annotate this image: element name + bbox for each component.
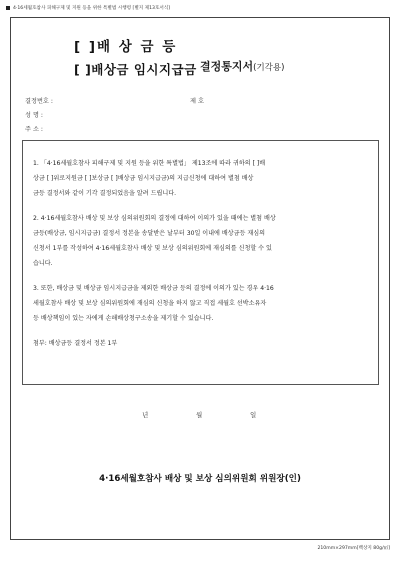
name-label: 성 명 : <box>25 112 43 119</box>
paragraph-1 <box>33 156 366 201</box>
notice-title-main: 결정통지서 <box>200 60 254 73</box>
date-year: 년 <box>142 411 149 419</box>
form-header-text: 4·16세월호참사 피해구제 및 지원 등을 위한 특별법 시행령 [별지 제13호서식] <box>13 6 171 11</box>
notice-title <box>200 58 284 74</box>
notice-title-type: (기각용) <box>253 63 285 73</box>
paragraph-2-line: 2. 4·16세월호참사 배상 및 보상 심의위원회의 결정에 대하여 이의가 있을 때에는 별첨 배상 <box>33 215 276 222</box>
paragraph-1-line: 1. 「4·16세월호참사 피해구제 및 지원 등을 위한 특별법」 제13조에 따라 귀하의 [ ]배 <box>33 160 266 167</box>
paragraph-3-line: 3. 또한, 배상금 및 배상금 임시지급금을 제외한 배상금 등의 결정에 이의가 있는 경우 4·16 <box>33 285 274 292</box>
form-header <box>6 5 170 11</box>
title-line-provisional-payment: [ ]배상금 임시지급금 <box>74 62 197 77</box>
paragraph-1-line: 상금 [ ]위로지원금 [ ]보상금 [ ]배상금 임시지급금)의 지급신청에 대하여 별첨 배상 <box>33 175 254 182</box>
decision-number-label: 결정번호 : <box>25 98 53 105</box>
issuer-signature: 4·16세월호참사 배상 및 보상 심의위원회 위원장(인) <box>99 474 301 484</box>
paragraph-2-line: 신청서 1부를 작성하여 4·16세월호참사 배상 및 보상 심의위원회에 재심의를 신청할 수 있 <box>33 245 272 252</box>
notice-body <box>22 140 379 385</box>
square-bullet-icon <box>6 6 10 10</box>
address-row <box>25 124 43 133</box>
paragraph-2-line: 습니다. <box>33 260 53 267</box>
decision-number-row <box>25 96 204 105</box>
name-row <box>25 110 43 119</box>
paragraph-3-line: 세월호참사 배상 및 보상 심의위원회에 재심의 신청을 하지 않고 직접 세월호 선박소유자 <box>33 300 267 307</box>
paragraph-2 <box>33 211 366 271</box>
date-day: 일 <box>250 411 257 419</box>
decision-number-value: 제 호 <box>190 98 204 105</box>
attachment-note: 첨부: 배상금등 결정서 정본 1부 <box>33 340 118 347</box>
paragraph-3 <box>33 281 366 326</box>
date-month: 월 <box>196 411 203 419</box>
paper-spec: 210mm×297mm[백상지 80g/㎡] <box>317 546 390 551</box>
document-title <box>74 35 197 78</box>
paragraph-1-line: 금등 결정서와 같이 기각 결정되었음을 알려 드립니다. <box>33 190 177 197</box>
paragraph-3-line: 등 배상책임이 있는 자에게 손해배상청구소송을 제기할 수 있습니다. <box>33 315 214 322</box>
paragraph-2-line: 금등(배상금, 임시지급금) 결정서 정본을 송달받은 날부터 30일 이내에 배상금등 재심의 <box>33 230 266 237</box>
address-label: 주 소 : <box>25 126 43 133</box>
title-line-compensation: [ ]배 상 금 등 <box>74 39 178 55</box>
